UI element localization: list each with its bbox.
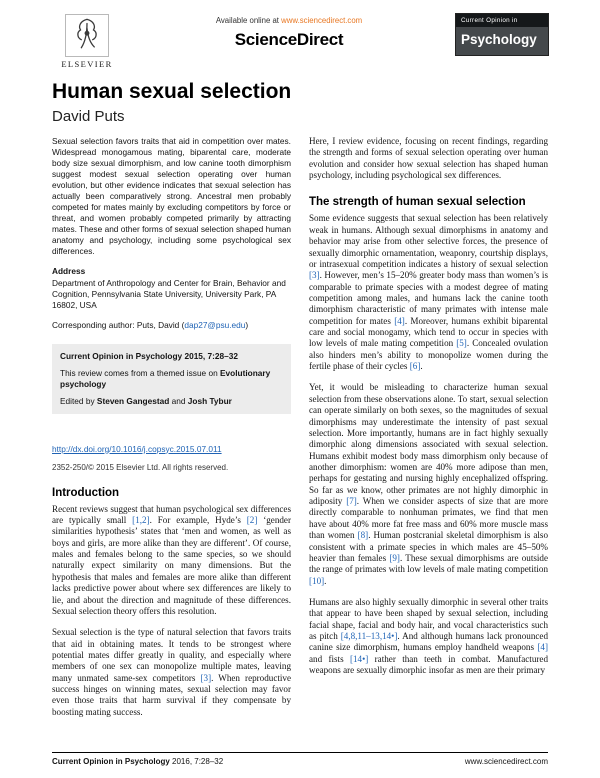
corresponding-author: Corresponding author: Puts, David (dap27@psu.edu) — [52, 320, 249, 331]
doi-link[interactable]: http://dx.doi.org/10.1016/j.copsyc.2015.07.011 — [52, 443, 222, 454]
left-column — [52, 136, 291, 746]
journal-cover-title: Psychology — [456, 27, 548, 55]
citation-box — [52, 344, 291, 414]
citation-ref[interactable]: [3] — [309, 270, 320, 281]
citation-line: Current Opinion in Psychology 2015, 7:28–32 — [60, 350, 238, 361]
citation-ref[interactable]: [8] — [357, 530, 369, 541]
elsevier-logo — [52, 14, 122, 69]
edited-by-line: Edited by Steven Gangestad and Josh Tybur — [60, 395, 232, 406]
email-link[interactable]: dap27@psu.edu — [184, 320, 246, 331]
right-column — [309, 136, 548, 746]
sciencedirect-link[interactable]: www.sciencedirect.com — [281, 16, 363, 25]
citation-ref[interactable]: [5] — [456, 338, 467, 349]
citation-ref[interactable]: [3] — [200, 672, 212, 683]
citation-ref[interactable]: [1,2] — [132, 514, 150, 525]
elsevier-tree-icon — [65, 14, 109, 57]
strength-paragraph-2: Yet, it would be misleading to characterize human sexual selection from these observations alone. To start, sexual selection can operate similarly on both sexes, so the magnitudes of sexual dimorphisms may underestimate the intensity of past sexual selection. More importantly, humans are in fact highly sexually dimorphic along dimensions associated with sexual selection. Humans exhibit modest body mass dimorphism only because of another dimorphism: women are 40% more adipose than men, perhaps for gestating and nursing highly encephalized offspring. So far as we know, other primates are not highly dimorphic in adiposity [7]. When we consider aspects of size that are more directly comparable to nonhuman primates, we find that men have about 40% more fat free mass and 60% more muscle mass than women [8]. Human postcranial skeletal dimorphism is also consistent with a primate species in which males are 45–50% heavier than females [9]. These sexual dimorphisms are outside the range of primates with low levels of male mating competition [10]. — [309, 382, 548, 586]
opening-paragraph: Here, I review evidence, focusing on recent findings, regarding the strength and forms of sexual selection operating over human evolution and consider how sexual selection has shaped human psychology, including psychological sex differences. — [309, 136, 548, 181]
themed-topic: Evolutionary psychology — [60, 367, 271, 389]
article-author: David Puts — [52, 108, 125, 125]
strength-paragraph-3: Humans are also highly sexually dimorphic in several other traits that appear to have been shaped by sexual selection, including facial shape, facial and body hair, and vocal characteristics such as pitch [4,8,11–13,14•]. And although humans lack pronounced canine size dimorphism, humans employ handheld weapons [4] and fists [14•] rather than teeth in combat. Manufactured weapons are sexually dimorphic insofar as men are their primary — [309, 596, 548, 676]
citation-ref[interactable]: [4] — [394, 315, 405, 326]
journal-cover — [456, 14, 548, 55]
citation-ref[interactable]: [2] — [246, 514, 258, 525]
citation-ref[interactable]: [6] — [409, 361, 421, 372]
footer-site-link[interactable]: www.sciencedirect.com — [464, 757, 548, 766]
address-text: Department of Anthropology and Center for Brain, Behavior and Cognition, Pennsylvania State University, University Park, PA 16802, USA — [52, 278, 286, 311]
citation-ref[interactable]: [14•] — [349, 653, 369, 664]
abstract-text: Sexual selection favors traits that aid in competition over mates. Widespread monogamous mating, biparental care, moderate body size sexual dimorphism, and low canine tooth dimorphism suggest modest sexual selection operating over human evolution, but other evidence indicates that sexual selection has actually been comparatively strong. Ancestral men probably competed for mates mainly by excluding competitors by force or threat, and women probably competed primarily by attracting mates. These and other forms of sexual selection shaped human anatomy and psychology, including some psychological sex differences. — [52, 136, 291, 257]
citation-ref[interactable]: [4,8,11–13,14•] — [340, 631, 398, 642]
footer-citation: Current Opinion in Psychology 2016, 7:28–32 — [52, 757, 224, 766]
citation-ref[interactable]: [10] — [309, 575, 325, 586]
citation-ref[interactable]: [4] — [537, 642, 548, 653]
masthead — [52, 14, 548, 69]
address-label: Address — [52, 266, 86, 277]
copyright-line: 2352-250/© 2015 Elsevier Ltd. All rights reserved. — [52, 462, 229, 472]
page-footer — [52, 752, 548, 766]
elsevier-label: ELSEVIER — [61, 59, 113, 69]
available-online-text: Available online at www.sciencedirect.com — [215, 16, 363, 25]
journal-cover-series: Current Opinion in — [456, 14, 548, 27]
citation-ref[interactable]: [7] — [346, 496, 357, 507]
section-heading-strength: The strength of human sexual selection — [309, 196, 526, 209]
strength-paragraph-1: Some evidence suggests that sexual selection has been relatively weak in humans. Although sexual dimorphisms in anatomy and behavior may arise from other selective forces, the presence of sexually dimorphic ornamentation, weaponry, courtship displays, or intrasexual competition indicates a history of sexual selection [3]. However, men’s 15–20% greater body mass than women’s is comparable to primate species with a modest degree of mating competition among males, and humans lack the canine tooth dimorphism characteristic of many primates with intense male competition for mates [4]. Moreover, humans exhibit biparental care and social monogamy, which tend to occur in species with low levels of male mating competition [5]. Concealed ovulation also hinders men’s ability to monopolize women during the fertile phase of their cycles [6]. — [309, 213, 548, 372]
citation-ref[interactable]: [9] — [389, 552, 400, 563]
intro-paragraph-1: Recent reviews suggest that human psychological sex differences are typically small [1,2]. For example, Hyde’s [2] ‘gender similarities hypothesis’ states that ‘men and women, as well as boys and girls, are more alike than they are different’. Of course, males and females belong to the same species, so we should naturally expect similarity on many dimensions. But the hypothesis that males and females are more alike than different lacks predictive power about where sex differences are likely to lie, and about the direction and magnitude of these differences. Sexual selection theory offers this resolution. — [52, 503, 291, 616]
sciencedirect-header — [122, 14, 456, 50]
sciencedirect-logo: ScienceDirect — [234, 30, 344, 49]
article-columns — [52, 136, 548, 746]
article-title: Human sexual selection — [52, 80, 292, 103]
intro-paragraph-2: Sexual selection is the type of natural selection that favors traits that aid in obtaining mates. It tends to be strongest where potential mates differ greatly in quality, and especially where members of one sex can monopolize multiple mates, leaving many unmated same-sex competitors [3]. When reproductive success hinges on winning mates, sexual selection may favor even those traits that harm survival if they compensate by boosting mating success. — [52, 627, 291, 717]
section-heading-introduction: Introduction — [52, 486, 120, 499]
themed-issue-line: This review comes from a themed issue on Evolutionary psychology — [60, 367, 271, 389]
